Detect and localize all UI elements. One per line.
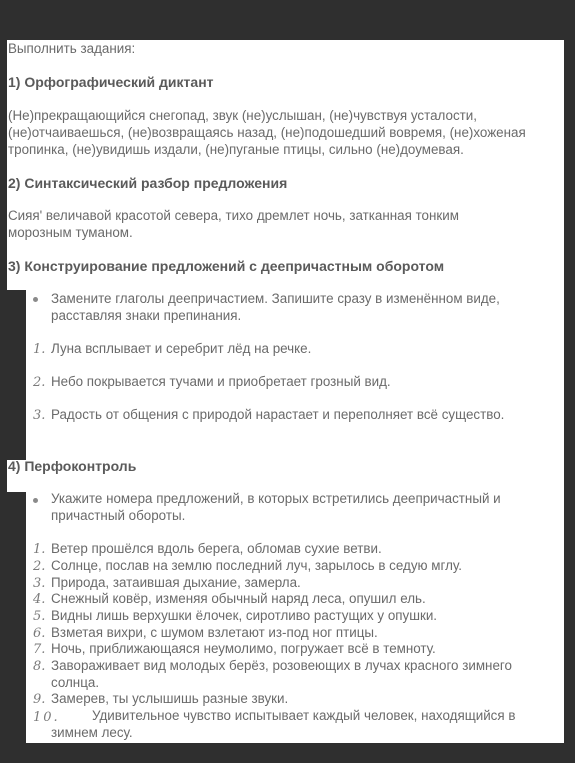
section1-line: (Не)прекращающийся снегопад, звук (не)услышан, (не)чувствуя усталости, [8,108,477,123]
item-number: 1. [33,542,46,557]
section3-instruction: расставляя знаки препинания. [51,308,242,323]
item-number: 8. [33,659,46,674]
item-number: 6. [33,626,46,641]
bullet-icon [33,498,38,503]
item-number: 3. [33,576,46,591]
section4-item: Природа, затаившая дыхание, замерла. [51,575,301,590]
item-number: 5. [33,609,46,624]
section4-item-continuation: солнца. [51,675,100,690]
section3-item: Луна всплывает и серебрит лёд на речке. [51,341,312,356]
item-number: 2. [33,559,46,574]
item-number: 4. [33,592,46,607]
item-number: 7. [33,642,46,657]
item-number: 1. [33,342,46,357]
item-number: 3. [33,408,46,423]
bullet-icon [33,297,38,302]
section4-item: Ночь, приближающаяся неумолимо, погружает всё в темноту. [51,641,436,656]
section4-item: Завораживает вид молодых берёз, розовеющих в лучах красного зимнего [51,658,512,673]
document-title: Выполнить задания: [8,41,136,56]
section3-heading: 3) Конструирование предложений с деепричастным оборотом [8,258,445,274]
section3-instruction: Замените глаголы деепричастием. Запишите сразу в изменённом виде, [51,291,500,306]
section4-heading: 4) Перфоконтроль [8,458,137,474]
section4-item: Солнце, послав на землю последний луч, зарылось в седую мглу. [51,558,462,573]
item-number: 10. [33,710,60,725]
section4-item: Ветер прошёлся вдоль берега, обломав сухие ветви. [51,541,382,556]
section4-item-continuation: зимнем лесу. [51,725,133,740]
section3-item: Радость от общения с природой нарастает и переполняет всё существо. [51,407,505,422]
section1-line: тропинка, (не)увидишь издали, (не)пуганые птицы, сильно (не)доумевая. [8,142,464,157]
section4-item: Видны лишь верхушки ёлочек, сиротливо растущих у опушки. [51,608,438,623]
section4-item: Снежный ковёр, изменяя обычный наряд леса, опушил ель. [51,591,426,606]
section2-heading: 2) Синтаксический разбор предложения [8,175,288,191]
section4-item: Удивительное чувство испытывает каждый человек, находящийся в [92,708,516,723]
section1-heading: 1) Орфографический диктант [8,74,214,90]
item-number: 2. [33,375,46,390]
section4-item: Взметая вихри, с шумом взлетают из-под ног птицы. [51,625,378,640]
section4-instruction: Укажите номера предложений, в которых встретились деепричастный и [51,491,501,506]
section4-item: Замерев, ты услышишь разные звуки. [51,691,289,706]
section3-item: Небо покрывается тучами и приобретает грозный вид. [51,374,391,389]
section2-line: Сияя' величавой красотой севера, тихо дремлет ночь, затканная тонким [8,208,459,223]
item-number: 9. [33,692,46,707]
section4-instruction: причастный обороты. [51,508,186,523]
section2-line: морозным туманом. [8,225,133,240]
section1-line: (не)отчаиваешься, (не)возвращаясь назад, (не)подошедший вовремя, (не)хоженая [8,125,526,140]
